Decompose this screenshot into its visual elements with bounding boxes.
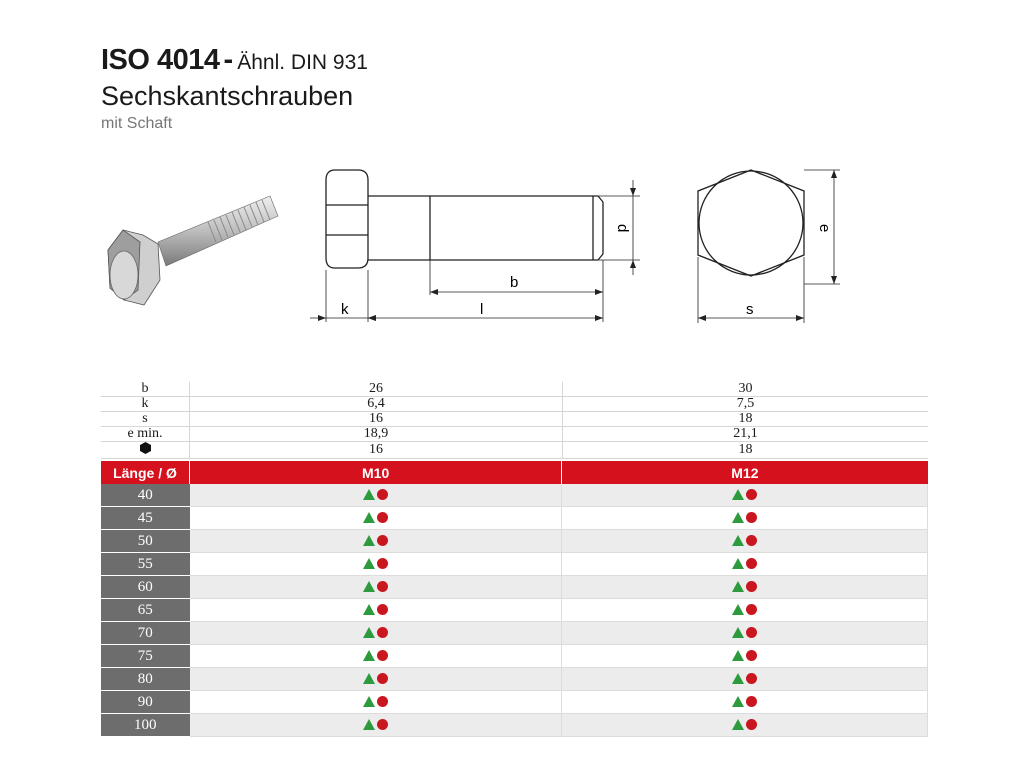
title-dash: - <box>223 44 234 76</box>
table-row <box>101 668 928 691</box>
table-header-row <box>101 461 928 484</box>
red-dot-icon <box>746 604 757 615</box>
red-dot-icon <box>377 650 388 661</box>
red-dot-icon <box>377 489 388 500</box>
green-triangle-icon <box>363 719 375 730</box>
green-triangle-icon <box>732 627 744 638</box>
dims-value-m10: 26 <box>190 382 563 397</box>
availability-cell-m12 <box>562 553 928 576</box>
availability-cell-m10 <box>190 507 562 530</box>
green-triangle-icon <box>732 604 744 615</box>
dimensions-table <box>101 382 928 459</box>
length-cell: 65 <box>101 599 190 622</box>
availability-table <box>101 461 928 737</box>
product-subtitle: Sechskantschrauben <box>101 81 354 111</box>
length-cell: 45 <box>101 507 190 530</box>
table-row <box>101 507 928 530</box>
availability-cell-m12 <box>562 576 928 599</box>
red-dot-icon <box>377 581 388 592</box>
dims-row <box>101 382 928 397</box>
length-cell: 70 <box>101 622 190 645</box>
green-triangle-icon <box>363 489 375 500</box>
availability-cell-m12 <box>562 622 928 645</box>
availability-cell-m12 <box>562 530 928 553</box>
table-row <box>101 484 928 507</box>
length-cell: 60 <box>101 576 190 599</box>
availability-cell-m10 <box>190 691 562 714</box>
red-dot-icon <box>746 535 757 546</box>
availability-table-body <box>101 484 928 737</box>
length-cell: 40 <box>101 484 190 507</box>
table-row <box>101 576 928 599</box>
dims-row <box>101 397 928 412</box>
technical-drawing <box>300 160 845 330</box>
header-size-m12: M12 <box>562 461 928 484</box>
green-triangle-icon <box>363 650 375 661</box>
green-triangle-icon <box>732 535 744 546</box>
dims-label: e min. <box>101 427 190 442</box>
table-row <box>101 622 928 645</box>
length-cell: 50 <box>101 530 190 553</box>
green-triangle-icon <box>732 512 744 523</box>
dims-value-m12: 30 <box>562 382 928 397</box>
red-dot-icon <box>746 650 757 661</box>
green-triangle-icon <box>363 535 375 546</box>
label-l: l <box>480 301 484 318</box>
green-triangle-icon <box>732 696 744 707</box>
red-dot-icon <box>377 512 388 523</box>
green-triangle-icon <box>732 650 744 661</box>
header-size-m10: M10 <box>190 461 562 484</box>
red-dot-icon <box>377 719 388 730</box>
dims-label: s <box>101 412 190 427</box>
availability-cell-m12 <box>562 599 928 622</box>
availability-cell-m12 <box>562 507 928 530</box>
red-dot-icon <box>377 673 388 684</box>
dims-value-m10: 16 <box>190 442 563 459</box>
length-cell: 90 <box>101 691 190 714</box>
table-row <box>101 553 928 576</box>
label-e: e <box>816 224 833 233</box>
green-triangle-icon <box>363 512 375 523</box>
length-cell: 55 <box>101 553 190 576</box>
red-dot-icon <box>746 627 757 638</box>
availability-cell-m12 <box>562 668 928 691</box>
green-triangle-icon <box>732 558 744 569</box>
label-b: b <box>510 274 519 291</box>
title-main: ISO 4014 <box>101 44 220 76</box>
length-cell: 100 <box>101 714 190 737</box>
green-triangle-icon <box>363 696 375 707</box>
green-triangle-icon <box>363 627 375 638</box>
dims-label: k <box>101 397 190 412</box>
green-triangle-icon <box>732 719 744 730</box>
red-dot-icon <box>377 604 388 615</box>
dims-value-m10: 16 <box>190 412 563 427</box>
availability-cell-m12 <box>562 714 928 737</box>
dims-value-m12: 7,5 <box>562 397 928 412</box>
green-triangle-icon <box>363 604 375 615</box>
dims-value-m12: 18 <box>562 412 928 427</box>
table-row <box>101 691 928 714</box>
dims-value-m10: 6,4 <box>190 397 563 412</box>
red-dot-icon <box>746 719 757 730</box>
availability-cell-m10 <box>190 553 562 576</box>
title-sub: Ähnl. DIN 931 <box>237 51 368 74</box>
green-triangle-icon <box>363 558 375 569</box>
length-cell: 80 <box>101 668 190 691</box>
dims-value-m12: 21,1 <box>562 427 928 442</box>
green-triangle-icon <box>732 581 744 592</box>
red-dot-icon <box>746 489 757 500</box>
red-dot-icon <box>377 535 388 546</box>
product-title <box>101 44 368 77</box>
red-dot-icon <box>746 696 757 707</box>
availability-cell-m10 <box>190 622 562 645</box>
product-caption: mit Schaft <box>101 115 173 132</box>
table-row <box>101 599 928 622</box>
length-cell: 75 <box>101 645 190 668</box>
red-dot-icon <box>377 696 388 707</box>
green-triangle-icon <box>363 673 375 684</box>
availability-cell-m10 <box>190 714 562 737</box>
dims-row <box>101 427 928 442</box>
dims-row <box>101 412 928 427</box>
green-triangle-icon <box>732 673 744 684</box>
dims-label: b <box>101 382 190 397</box>
red-dot-icon <box>377 558 388 569</box>
table-row <box>101 530 928 553</box>
green-triangle-icon <box>363 581 375 592</box>
availability-cell-m10 <box>190 484 562 507</box>
availability-cell-m12 <box>562 691 928 714</box>
red-dot-icon <box>746 512 757 523</box>
label-s: s <box>746 301 754 318</box>
dims-value-m10: 18,9 <box>190 427 563 442</box>
red-dot-icon <box>377 627 388 638</box>
availability-cell-m10 <box>190 645 562 668</box>
green-triangle-icon <box>732 489 744 500</box>
red-dot-icon <box>746 581 757 592</box>
table-row <box>101 714 928 737</box>
dims-row <box>101 442 928 459</box>
label-d: d <box>614 224 631 233</box>
availability-cell-m12 <box>562 645 928 668</box>
availability-cell-m10 <box>190 668 562 691</box>
availability-cell-m10 <box>190 530 562 553</box>
red-dot-icon <box>746 673 757 684</box>
availability-cell-m10 <box>190 576 562 599</box>
bolt-photo <box>98 180 283 310</box>
label-k: k <box>341 301 349 318</box>
red-dot-icon <box>746 558 757 569</box>
availability-cell-m12 <box>562 484 928 507</box>
availability-cell-m10 <box>190 599 562 622</box>
table-row <box>101 645 928 668</box>
header-length-diameter: Länge / Ø <box>101 461 190 484</box>
hex-wrench-icon <box>101 442 190 459</box>
dims-value-m12: 18 <box>562 442 928 459</box>
